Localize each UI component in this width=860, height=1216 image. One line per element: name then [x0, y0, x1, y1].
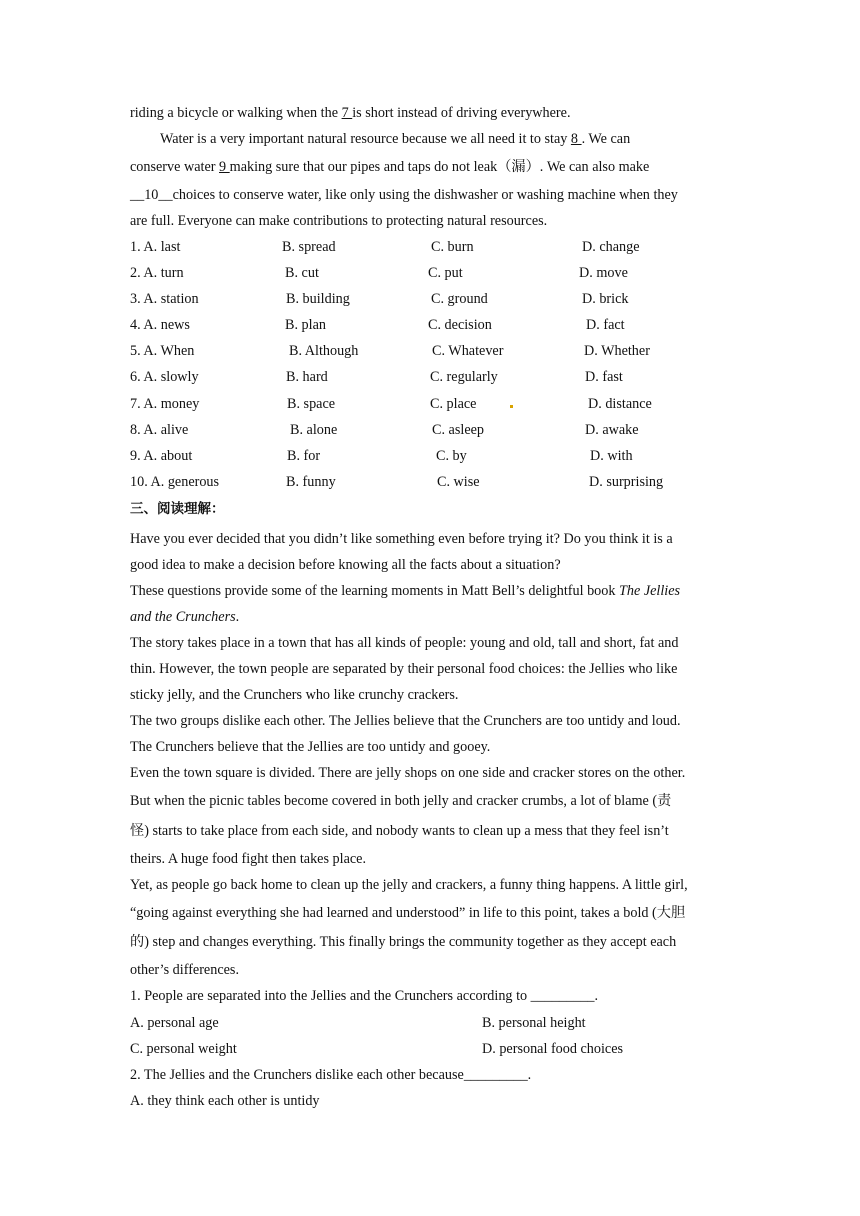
passage-line: 的) step and changes everything. This finally brings the community together as they accept each [130, 934, 677, 950]
option-b: B. space [287, 396, 336, 412]
passage-line: The two groups dislike each other. The Jellies believe that the Crunchers are too untidy and loud. [130, 713, 681, 729]
passage-line: The Crunchers believe that the Jellies are too untidy and gooey. [130, 739, 491, 755]
passage-line: thin. However, the town people are separated by their personal food choices: the Jellies who like [130, 661, 678, 677]
option-b: B. plan [285, 317, 326, 333]
passage-line [130, 608, 239, 626]
passage-line: other’s differences. [130, 962, 239, 978]
passage-line: Even the town square is divided. There are jelly shops on one side and cracker stores on the other. [130, 765, 686, 781]
option-d: D. surprising [589, 474, 664, 490]
passage-line: But when the picnic tables become covered in both jelly and cracker crumbs, a lot of blame (责 [130, 793, 672, 809]
option-a: 6. A. slowly [130, 369, 199, 385]
text: . We can [581, 131, 631, 147]
option-d: D. move [579, 265, 628, 281]
option-a: 5. A. When [130, 343, 195, 359]
blank-9: 9 [219, 159, 230, 175]
question-2-option-a: A. they think each other is untidy [130, 1093, 320, 1109]
blank-7: 7 [341, 105, 353, 121]
option-a: 8. A. alive [130, 422, 189, 438]
option-a: 7. A. money [130, 396, 200, 412]
option-c: C. asleep [432, 422, 485, 438]
text: is short instead of driving everywhere. [352, 105, 571, 121]
option-b: B. Although [289, 343, 359, 359]
text: These questions provide some of the learning moments in Matt Bell’s delightful book [130, 583, 619, 599]
option-c: C. decision [428, 317, 492, 333]
option-a: 10. A. generous [130, 474, 220, 490]
cloze-line-5: are full. Everyone can make contributions to protecting natural resources. [130, 213, 548, 229]
question-1-option-a: A. personal age [130, 1015, 219, 1031]
text: riding a bicycle or walking when the [130, 105, 342, 121]
option-d: D. with [590, 448, 633, 464]
stray-mark [510, 405, 513, 408]
option-d: D. change [582, 239, 640, 255]
section-title: 三、阅读理解： [130, 501, 225, 517]
option-c: C. regularly [430, 369, 498, 385]
option-c: C. put [428, 265, 463, 281]
cloze-line-2 [160, 130, 630, 148]
passage-line: theirs. A huge food fight then takes place. [130, 851, 367, 867]
text: making sure that our pipes and taps do not leak（漏）. We can also make [229, 159, 650, 175]
passage-line: The story takes place in a town that has all kinds of people: young and old, tall and short, fat and [130, 635, 679, 651]
option-c: C. ground [431, 291, 488, 307]
option-b: B. alone [290, 422, 338, 438]
passage-line: sticky jelly, and the Crunchers who like crunchy crackers. [130, 687, 459, 703]
option-b: B. for [287, 448, 321, 464]
option-c: C. wise [437, 474, 480, 490]
cloze-line-4: __10__choices to conserve water, like only using the dishwasher or washing machine when they [130, 187, 678, 203]
option-d: D. brick [582, 291, 629, 307]
book-title: The Jellies [619, 583, 681, 599]
question-1-option-b: B. personal height [482, 1015, 586, 1031]
option-d: D. fact [586, 317, 625, 333]
cloze-line-3 [130, 158, 649, 176]
cloze-line-1 [130, 104, 571, 122]
passage-line: “going against everything she had learned and understood” in life to this point, takes a bold (大胆 [130, 905, 686, 921]
option-b: B. building [286, 291, 350, 307]
option-c: C. place [430, 396, 477, 412]
option-d: D. distance [588, 396, 652, 412]
option-d: D. Whether [584, 343, 650, 359]
question-1-option-c: C. personal weight [130, 1041, 237, 1057]
option-d: D. awake [585, 422, 639, 438]
option-a: 4. A. news [130, 317, 190, 333]
passage-line: 怪) starts to take place from each side, and nobody wants to clean up a mess that they feel isn’t [130, 823, 669, 839]
option-d: D. fast [585, 369, 623, 385]
option-b: B. hard [286, 369, 328, 385]
blank-8: 8 [570, 131, 582, 147]
passage-line: Yet, as people go back home to clean up the jelly and crackers, a funny thing happens. A little girl, [130, 877, 688, 893]
text: Water is a very important natural resource because we all need it to stay [160, 131, 571, 147]
text: conserve water [130, 159, 220, 175]
option-c: C. Whatever [432, 343, 504, 359]
passage-line: Have you ever decided that you didn’t like something even before trying it? Do you think it is a [130, 531, 673, 547]
option-b: B. funny [286, 474, 336, 490]
text: . [235, 609, 240, 625]
option-c: C. by [436, 448, 467, 464]
option-b: B. spread [282, 239, 336, 255]
option-a: 2. A. turn [130, 265, 184, 281]
option-b: B. cut [285, 265, 319, 281]
option-c: C. burn [431, 239, 474, 255]
passage-line [130, 582, 680, 600]
option-a: 9. A. about [130, 448, 193, 464]
question-1: 1. People are separated into the Jellies and the Crunchers according to _________. [130, 988, 599, 1004]
book-title: and the Crunchers [130, 609, 236, 625]
passage-line: good idea to make a decision before knowing all the facts about a situation? [130, 557, 561, 573]
question-1-option-d: D. personal food choices [482, 1041, 624, 1057]
option-a: 3. A. station [130, 291, 199, 307]
option-a: 1. A. last [130, 239, 181, 255]
question-2: 2. The Jellies and the Crunchers dislike each other because_________. [130, 1067, 532, 1083]
